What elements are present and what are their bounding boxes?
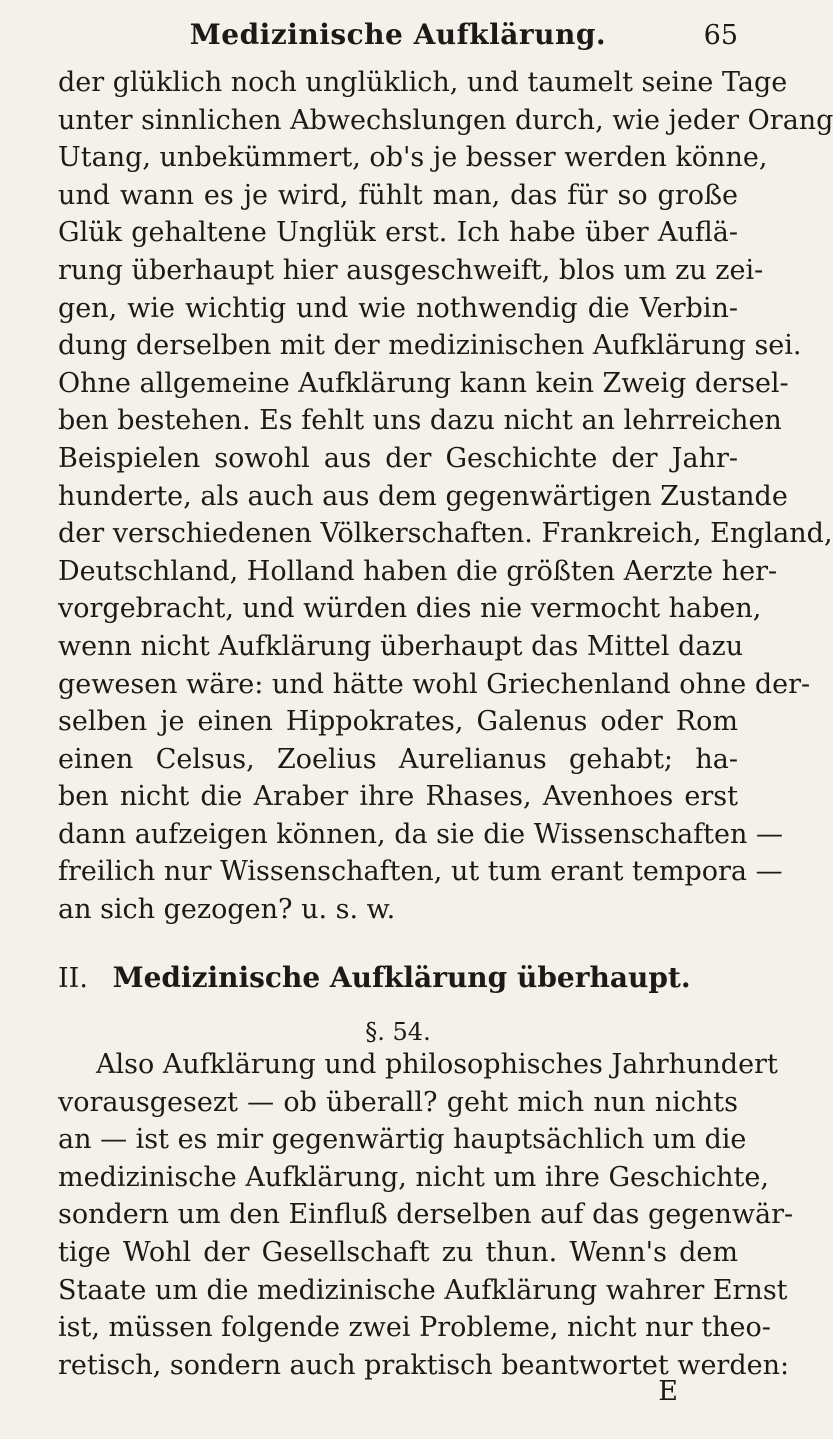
text-line: unter sinnlichen Abwechslungen durch, wie jeder Orang — [58, 104, 833, 136]
text-line: ben bestehen. Es fehlt uns dazu nicht an lehrreichen — [58, 405, 782, 437]
text-line: an — ist es mir gegenwärtig hauptsächlich um die — [58, 1124, 747, 1156]
page-header — [58, 12, 738, 60]
text-line: Staate um die medizinische Aufklärung wahrer Ernst — [58, 1274, 788, 1306]
section-title: Medizinische Aufklärung überhaupt. — [112, 961, 691, 994]
catchword: E — [658, 1376, 678, 1407]
text-line: an sich gezogen? u. s. w. — [58, 894, 396, 926]
text-line: der glüklich noch unglüklich, und taumelt seine Tage — [58, 67, 788, 98]
page-number: 65 — [703, 20, 738, 51]
text-line: Utang, unbekümmert, ob's je besser werden könne, — [58, 142, 768, 174]
text-line: wenn nicht Aufklärung überhaupt das Mittel dazu — [58, 630, 744, 662]
section-number: II. — [58, 963, 88, 994]
text-line: und wann es je wird, fühlt man, das für so große — [58, 179, 738, 211]
text-line: tige Wohl der Gesellschaft zu thun. Wenn's dem — [58, 1236, 738, 1268]
text-line: rung überhaupt hier ausgeschweift, blos um zu zei- — [58, 254, 764, 286]
paragraph-number: §. 54. — [365, 1018, 431, 1046]
text-line: medizinische Aufklärung, nicht um ihre Geschichte, — [58, 1161, 769, 1193]
text-line: vorausgesezt — ob überall? geht mich nun nichts — [58, 1086, 738, 1118]
text-line: Beispielen sowohl aus der Geschichte der Jahr- — [58, 442, 738, 474]
section-heading-block — [58, 956, 738, 1054]
text-line: retisch, sondern auch praktisch beantwortet werden: — [58, 1349, 790, 1381]
text-line: gen, wie wichtig und wie nothwendig die Verbin- — [58, 292, 738, 324]
section-heading — [58, 956, 738, 1000]
text-line: dung derselben mit der medizinischen Aufklärung sei. — [58, 330, 802, 362]
text-line: selben je einen Hippokrates, Galenus oder Rom — [58, 706, 738, 738]
text-line: sondern um den Einfluß derselben auf das gegenwär- — [58, 1199, 794, 1231]
text-line: Ohne allgemeine Aufklärung kann kein Zweig dersel- — [58, 367, 789, 399]
text-line: einen Celsus, Zoelius Aurelianus gehabt; ha- — [58, 743, 738, 775]
text-line: der verschiedenen Völkerschaften. Frankreich, England, — [58, 518, 833, 550]
paragraph-1 — [58, 64, 833, 929]
text-line: Also Aufklärung und philosophisches Jahrhundert — [96, 1049, 778, 1080]
running-head: Medizinische Aufklärung. — [189, 18, 607, 51]
paragraph-2 — [58, 1046, 794, 1384]
text-line: ben nicht die Araber ihre Rhases, Avenhoes erst — [58, 781, 738, 813]
text-line: freilich nur Wissenschaften, ut tum erant tempora — — [58, 856, 783, 888]
text-line: hunderte, als auch aus dem gegenwärtigen Zustande — [58, 480, 788, 512]
text-line: dann aufzeigen können, da sie die Wissenschaften — — [58, 818, 783, 850]
text-line: Glük gehaltene Unglük erst. Ich habe über Auflä- — [58, 217, 738, 249]
text-line: Deutschland, Holland haben die größten Aerzte her- — [58, 555, 778, 587]
text-line: vorgebracht, und würden dies nie vermocht haben, — [58, 593, 762, 625]
text-line: gewesen wäre: und hätte wohl Griechenland ohne der- — [58, 668, 811, 700]
text-line: ist, müssen folgende zwei Probleme, nicht nur theo- — [58, 1312, 771, 1344]
